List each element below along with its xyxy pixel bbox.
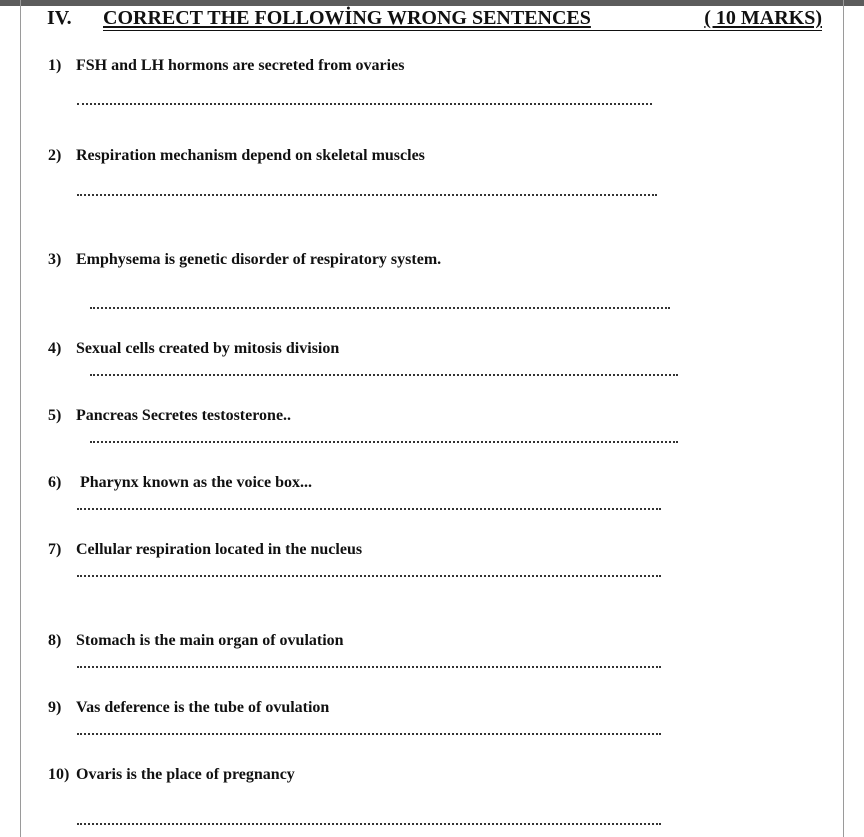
answer-line-4[interactable] xyxy=(90,374,678,376)
question-number: 3) xyxy=(48,251,62,268)
question-text: Vas deference is the tube of ovulation xyxy=(76,699,330,716)
answer-line-1[interactable] xyxy=(77,103,652,105)
answer-line-6[interactable] xyxy=(77,508,661,510)
answer-line-5[interactable] xyxy=(90,441,678,443)
question-5 xyxy=(48,407,291,425)
question-text: Pharynx known as the voice box... xyxy=(76,474,313,491)
question-number: 10) xyxy=(48,766,70,783)
section-marks: ( 10 MARKS) xyxy=(704,7,822,29)
question-text: Cellular respiration located in the nucleus xyxy=(76,541,363,558)
section-title: CORRECT THE FOLLOWİNG WRONG SENTENCES xyxy=(103,7,591,29)
question-7 xyxy=(48,541,362,559)
question-number: 6) xyxy=(48,474,62,491)
question-number: 7) xyxy=(48,541,62,558)
answer-line-10[interactable] xyxy=(77,823,661,825)
question-text: Pancreas Secretes testosterone.. xyxy=(76,407,292,424)
header-underline xyxy=(103,30,822,31)
question-number: 5) xyxy=(48,407,62,424)
question-text: FSH and LH hormons are secreted from ovaries xyxy=(76,57,405,74)
answer-line-9[interactable] xyxy=(77,733,661,735)
section-number: IV. xyxy=(47,7,72,29)
question-number: 9) xyxy=(48,699,62,716)
answer-line-3[interactable] xyxy=(90,307,670,309)
question-number: 1) xyxy=(48,57,62,74)
question-text: Respiration mechanism depend on skeletal muscles xyxy=(76,147,425,164)
question-6 xyxy=(48,474,312,492)
question-10 xyxy=(48,766,295,784)
question-1 xyxy=(48,57,404,75)
question-text: Stomach is the main organ of ovulation xyxy=(76,632,344,649)
question-9 xyxy=(48,699,329,717)
question-number: 4) xyxy=(48,340,62,357)
section-header xyxy=(47,7,822,33)
answer-line-7[interactable] xyxy=(77,575,661,577)
question-2 xyxy=(48,147,425,165)
question-3 xyxy=(48,251,441,269)
question-8 xyxy=(48,632,344,650)
question-4 xyxy=(48,340,339,358)
question-number: 2) xyxy=(48,147,62,164)
question-text: Sexual cells created by mitosis division xyxy=(76,340,340,357)
answer-line-2[interactable] xyxy=(77,194,657,196)
answer-line-8[interactable] xyxy=(77,666,661,668)
question-text: Ovaris is the place of pregnancy xyxy=(76,766,295,783)
question-text: Emphysema is genetic disorder of respiratory system. xyxy=(76,251,442,268)
question-number: 8) xyxy=(48,632,62,649)
